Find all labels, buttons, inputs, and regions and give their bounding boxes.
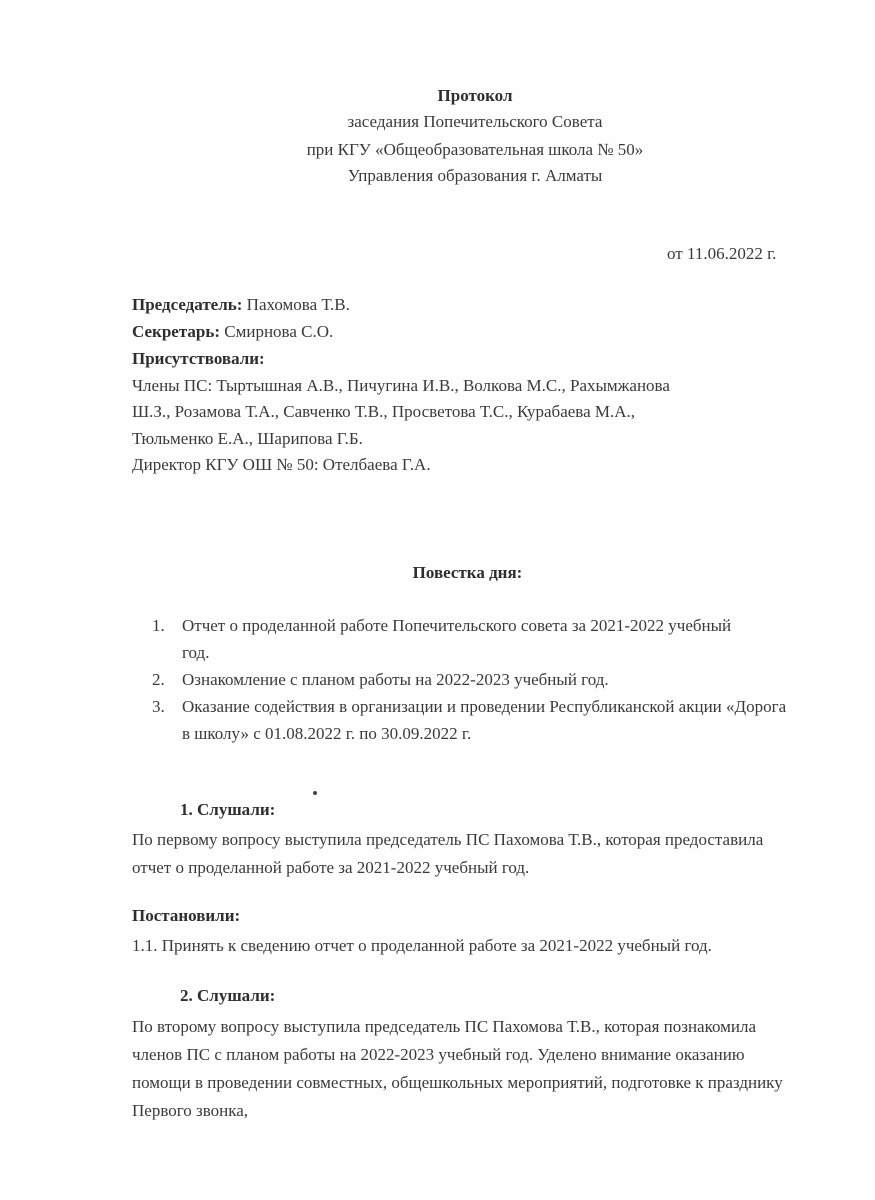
document-title: Протокол (437, 86, 513, 105)
scan-speck (313, 791, 317, 795)
agenda-item-number: 2. (152, 670, 165, 689)
chair-label: Председатель: (132, 295, 243, 314)
agenda-item (152, 693, 792, 747)
director-line: Директор КГУ ОШ № 50: Отелбаева Г.А. (132, 455, 431, 474)
title-line-2: при КГУ «Общеобразовательная школа № 50» (306, 140, 644, 159)
chair-line (132, 295, 350, 315)
agenda-item-text: Ознакомление с планом работы на 2022-2023 учебный год. (182, 670, 609, 689)
agenda-list (152, 612, 792, 747)
agenda-item-text: Оказание содействия в организации и проведении Республиканской акции «Дорога в школу» с 01.08.2022 г. по 30.09.2022 г. (182, 697, 787, 743)
agenda-item-number: 1. (152, 616, 165, 635)
agenda-item-text: Отчет о проделанной работе Попечительского совета за 2021-2022 учебный год. (182, 616, 732, 662)
resolved-label: Постановили: (132, 906, 241, 925)
members-line-3: Тюльменко Е.А., Шарипова Г.Б. (132, 429, 363, 448)
section-2-heading: 2. Слушали: (180, 986, 276, 1005)
present-label: Присутствовали: (132, 349, 265, 368)
secretary-label: Секретарь: (132, 322, 220, 341)
agenda-title: Повестка дня: (412, 563, 523, 582)
members-line-2: Ш.З., Розамова Т.А., Савченко Т.В., Просветова Т.С., Курабаева М.А., (132, 402, 636, 421)
document-date: от 11.06.2022 г. (667, 244, 777, 263)
members-line-1: Члены ПС: Тыртышная А.В., Пичугина И.В., Волкова М.С., Рахымжанова (132, 376, 670, 395)
section-1-text: По первому вопросу выступила председатель ПС Пахомова Т.В., которая предоставила отчет о проделанной работе за 2021-2022 учебный год. (132, 830, 764, 877)
section-2-text: По второму вопросу выступила председатель ПС Пахомова Т.В., которая познакомила членов ПС с планом работы на 2022-2023 учебный год. Уделено внимание оказанию помощи в проведении совместных, общешкольных мероприятий, подготовке к празднику Первого звонка, (132, 1017, 783, 1120)
section-1-heading: 1. Слушали: (180, 800, 276, 819)
secretary-name: Смирнова С.О. (220, 322, 334, 341)
agenda-item (152, 612, 792, 666)
chair-name: Пахомова Т.В. (242, 295, 350, 314)
resolved-text: 1.1. Принять к сведению отчет о проделанной работе за 2021-2022 учебный год. (132, 936, 712, 955)
secretary-line (132, 322, 333, 342)
title-line-1: заседания Попечительского Совета (347, 112, 603, 131)
agenda-item-number: 3. (152, 697, 165, 716)
agenda-item (152, 666, 792, 693)
title-line-3: Управления образования г. Алматы (347, 166, 603, 185)
